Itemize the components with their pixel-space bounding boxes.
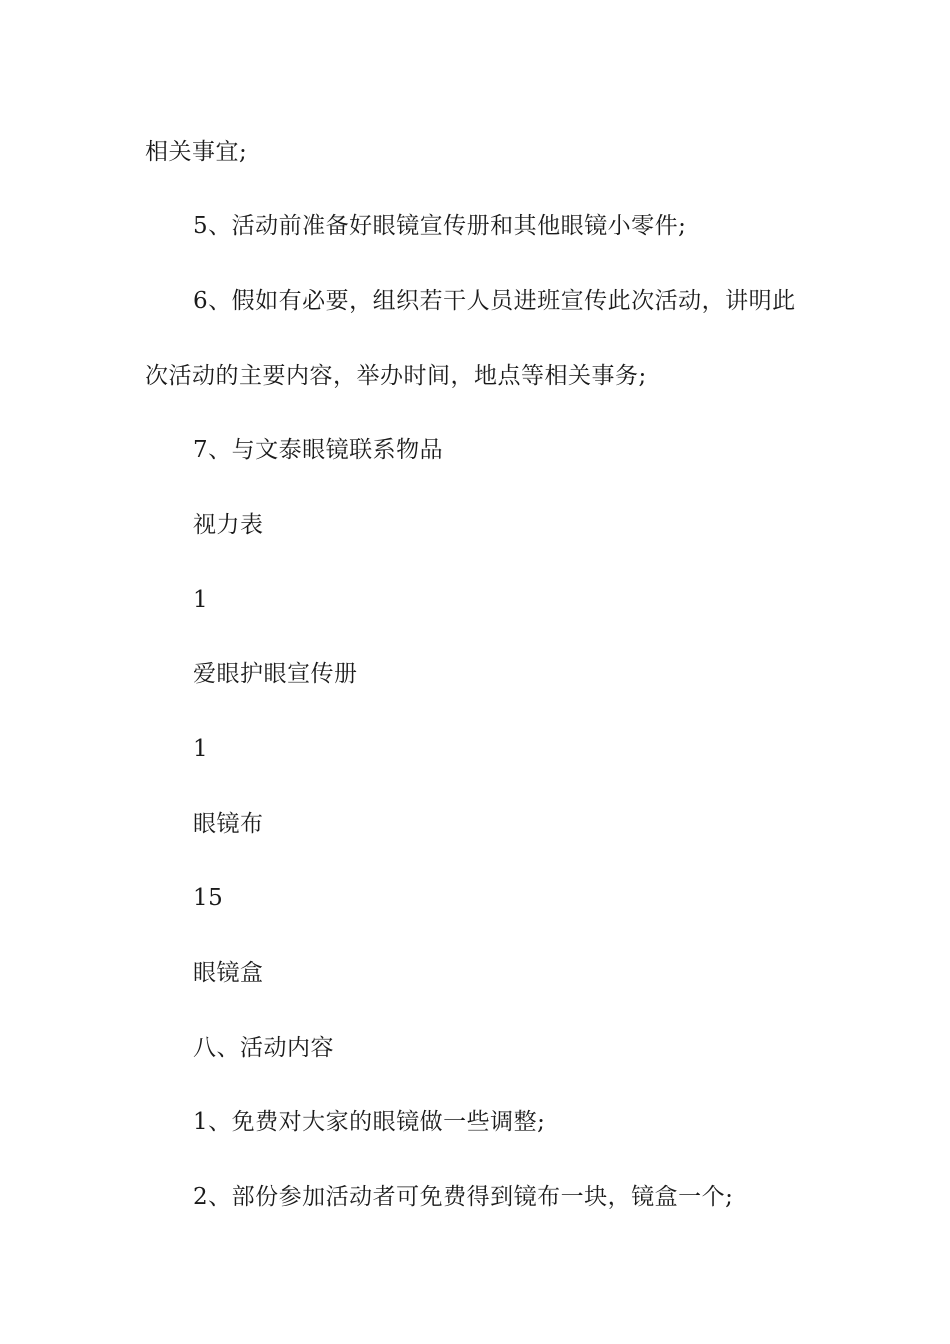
- item-name-brochure: 爱眼护眼宣传册: [193, 661, 358, 687]
- paragraph-continuation: 相关事宜;: [145, 139, 248, 165]
- item-name-vision-chart: 视力表: [193, 512, 264, 538]
- item-quantity: 1: [193, 736, 209, 762]
- list-item-6-continuation: 次活动的主要内容，举办时间，地点等相关事务;: [145, 363, 647, 389]
- section-heading: 八、活动内容: [193, 1035, 334, 1061]
- list-item-6: 6、假如有必要，组织若干人员进班宣传此次活动，讲明此: [193, 288, 796, 314]
- item-quantity: 15: [193, 885, 224, 911]
- item-name-cloth: 眼镜布: [193, 811, 264, 837]
- item-quantity: 1: [193, 587, 209, 613]
- item-name-case: 眼镜盒: [193, 960, 264, 986]
- list-item-7: 7、与文泰眼镜联系物品: [193, 437, 444, 463]
- activity-item-2: 2、部份参加活动者可免费得到镜布一块，镜盒一个;: [193, 1184, 734, 1210]
- list-item-5: 5、活动前准备好眼镜宣传册和其他眼镜小零件;: [193, 213, 687, 239]
- activity-item-1: 1、免费对大家的眼镜做一些调整;: [193, 1109, 546, 1135]
